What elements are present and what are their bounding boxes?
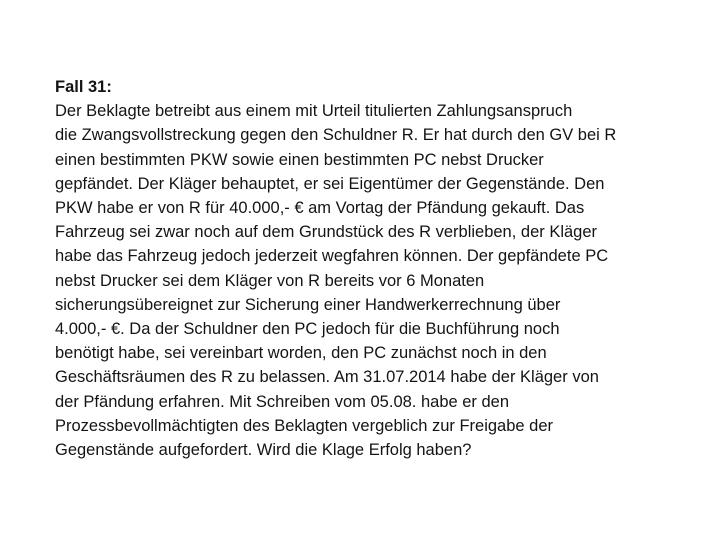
case-text-line: gepfändet. Der Kläger behauptet, er sei Eigentümer der Gegenstände. Den — [55, 174, 605, 193]
case-text-block — [55, 75, 675, 462]
case-text-line: einen bestimmten PKW sowie einen bestimmten PC nebst Drucker — [55, 150, 544, 169]
case-text-line: PKW habe er von R für 40.000,- € am Vortag der Pfändung gekauft. Das — [55, 199, 585, 218]
case-title: Fall 31: — [55, 78, 112, 96]
case-text-line: 4.000,- €. Da der Schuldner den PC jedoch für die Buchführung noch — [55, 320, 560, 339]
case-text-line: der Pfändung erfahren. Mit Schreiben vom 05.08. habe er den — [55, 392, 510, 411]
case-text-line: Gegenstände aufgefordert. Wird die Klage Erfolg haben? — [55, 441, 472, 460]
case-text-line: nebst Drucker sei dem Kläger von R bereits vor 6 Monaten — [55, 271, 485, 290]
case-text-line: Prozessbevollmächtigten des Beklagten vergeblich zur Freigabe der — [55, 416, 554, 435]
case-text-line: sicherungsübereignet zur Sicherung einer Handwerkerrechnung über — [55, 295, 561, 314]
case-text-line: Geschäftsräumen des R zu belassen. Am 31.07.2014 habe der Kläger von — [55, 368, 599, 387]
case-text-line: die Zwangsvollstreckung gegen den Schuldner R. Er hat durch den GV bei R — [55, 126, 617, 145]
case-text-line: benötigt habe, sei vereinbart worden, den PC zunächst noch in den — [55, 344, 547, 363]
case-text-line: Fahrzeug sei zwar noch auf dem Grundstück des R verblieben, der Kläger — [55, 223, 598, 242]
case-text-line: Der Beklagte betreibt aus einem mit Urteil titulierten Zahlungsanspruch — [55, 102, 573, 121]
case-text-line: habe das Fahrzeug jedoch jederzeit wegfahren können. Der gepfändete PC — [55, 247, 609, 266]
